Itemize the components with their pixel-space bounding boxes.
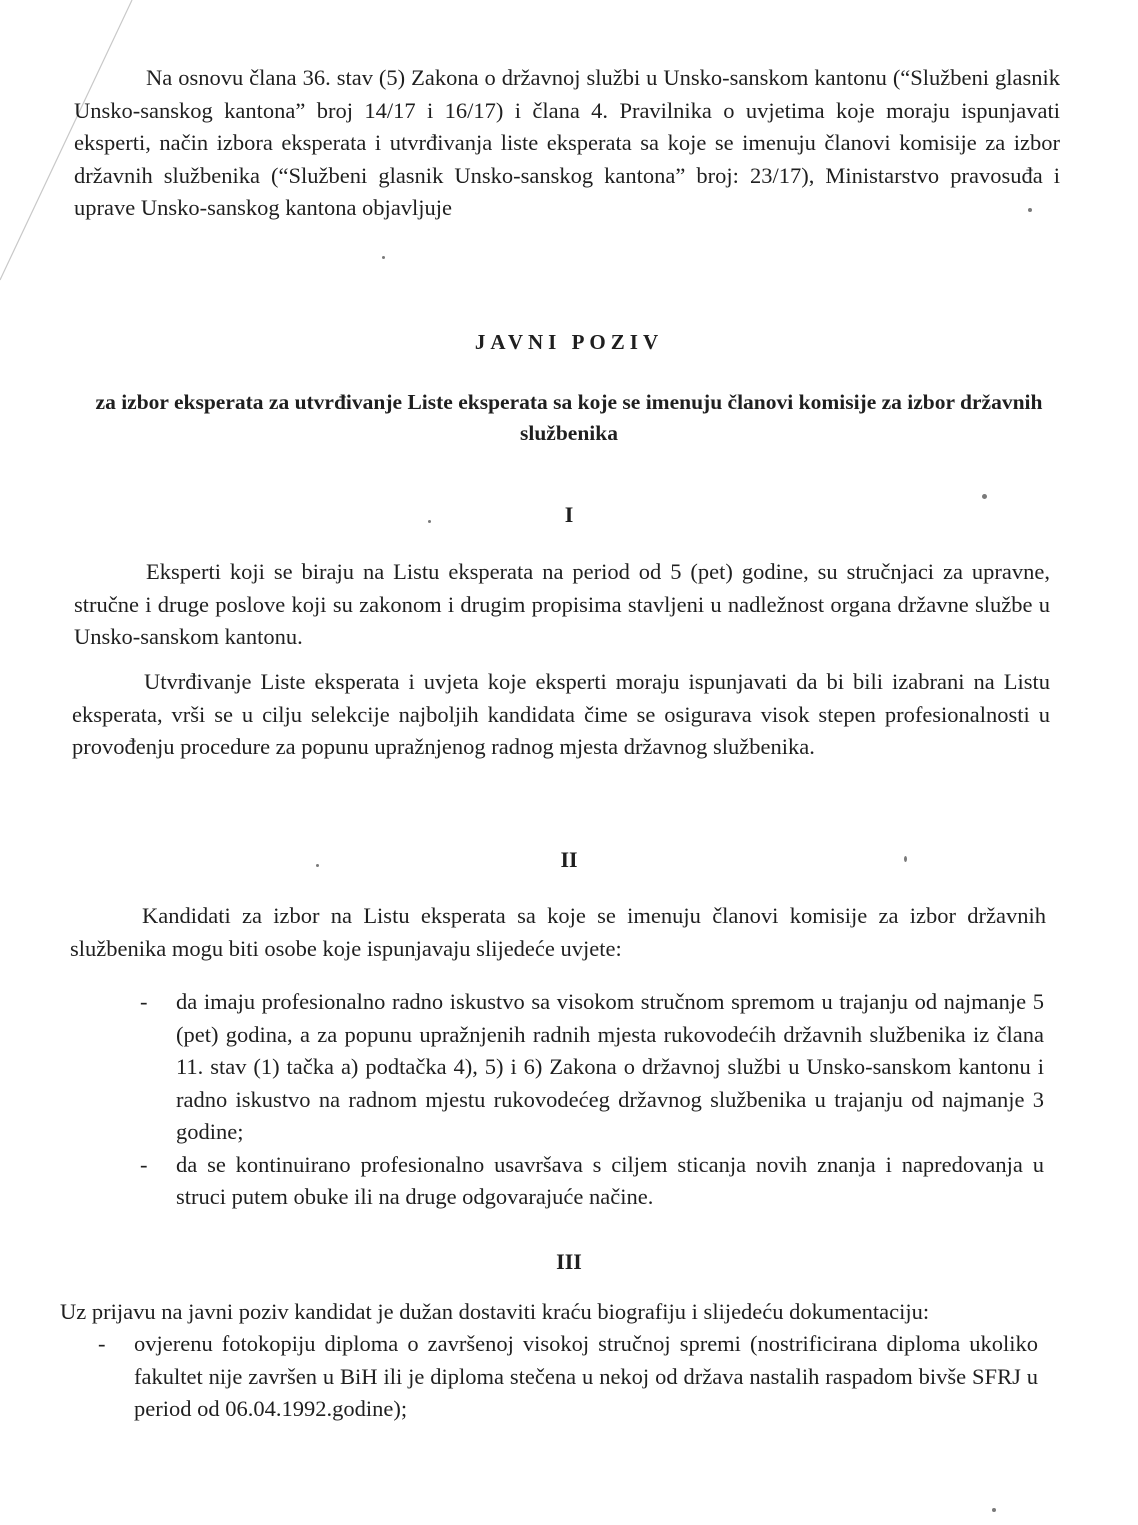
scan-speck <box>1028 208 1032 212</box>
list-item-text: ovjerenu fotokopiju diploma o završenoj visokoj stručnoj spremi (nostrificirana diploma ukoliko fakultet nije završen u BiH ili je diploma stečena u nekoj od država nastalih raspadom bivše SFRJ u period od 06.04.1992.godine); <box>134 1331 1038 1421</box>
scan-speck <box>382 256 385 259</box>
section-numeral-iii: III <box>556 1249 582 1274</box>
list-item-text: da se kontinuirano profesionalno usavršava s ciljem sticanja novih znanja i napredovanja u struci putem obuke ili na druge odgovarajuće načine. <box>176 1151 1044 1209</box>
scan-speck <box>982 494 987 499</box>
section-ii-conditions-list <box>140 986 1044 1214</box>
list-item <box>140 1149 1044 1214</box>
list-item <box>140 986 1044 1149</box>
section-iii-intro: Uz prijavu na javni poziv kandidat je dužan dostaviti kraću biografiju i slijedeću dokumentaciju: <box>60 1299 930 1324</box>
list-item <box>98 1328 1038 1426</box>
section-i-paragraph-2: Utvrđivanje Liste eksperata i uvjeta koje eksperti moraju ispunjavati da bi bili izabrani na Listu eksperata, vrši se u cilju selekcije najboljih kandidata čime se osigurava visok stepen profesionalnosti u provođenju procedure za popunu upražnjenog radnog mjesta državnog službenika. <box>72 669 1050 759</box>
bullet-dash: - <box>98 1331 106 1356</box>
document-title: JAVNI POZIV <box>474 330 664 354</box>
section-iii-documents-list <box>98 1328 1038 1426</box>
scan-speck <box>992 1508 996 1512</box>
section-numeral-i: I <box>564 502 574 527</box>
list-item-text: da imaju profesionalno radno iskustvo sa visokom stručnom spremom u trajanju od najmanje 5 (pet) godina, a za popunu upražnjenih radnih mjesta rukovodećih državnih službenika iz člana 11. stav (1) tačka a) podtačka 4), 5) i 6) Zakona o državnoj službi u Unsko-sanskom kantonu i radno iskustvo na radnom mjestu rukovodećeg državnog službenika u trajanju od najmanje 3 godine; <box>176 989 1044 1144</box>
scan-speck <box>904 856 907 862</box>
bullet-dash: - <box>140 1151 148 1177</box>
section-numeral-ii: II <box>560 847 578 872</box>
bullet-dash: - <box>140 989 148 1014</box>
preamble-paragraph: Na osnovu člana 36. stav (5) Zakona o državnoj službi u Unsko-sanskom kantonu (“Službeni glasnik Unsko-sanskog kantona” broj 14/17 i 16/17) i člana 4. Pravilnika o uvjetima koje moraju ispunjavati eksperti, način izbora eksperata i utvrđivanja liste eksperata sa koje se imenuju članovi komisije za izbor državnih službenika (“Službeni glasnik Unsko-sanskog kantona” broj: 23/17), Ministarstvo pravosuđa i uprave Unsko-sanskog kantona objavljuje <box>74 65 1060 220</box>
document-subtitle: za izbor eksperata za utvrđivanje Liste eksperata sa koje se imenuju članovi komisije za izbor državnih službenika <box>95 390 1043 445</box>
scan-speck <box>428 520 431 523</box>
section-ii-intro: Kandidati za izbor na Listu eksperata sa koje se imenuju članovi komisije za izbor državnih službenika mogu biti osobe koje ispunjavaju slijedeće uvjete: <box>70 903 1046 961</box>
scan-speck <box>316 864 319 867</box>
section-i-paragraph-1: Eksperti koji se biraju na Listu eksperata na period od 5 (pet) godine, su stručnjaci za upravne, stručne i druge poslove koji su zakonom i drugim propisima stavljeni u nadležnost organa državne službe u Unsko-sanskom kantonu. <box>74 559 1050 649</box>
